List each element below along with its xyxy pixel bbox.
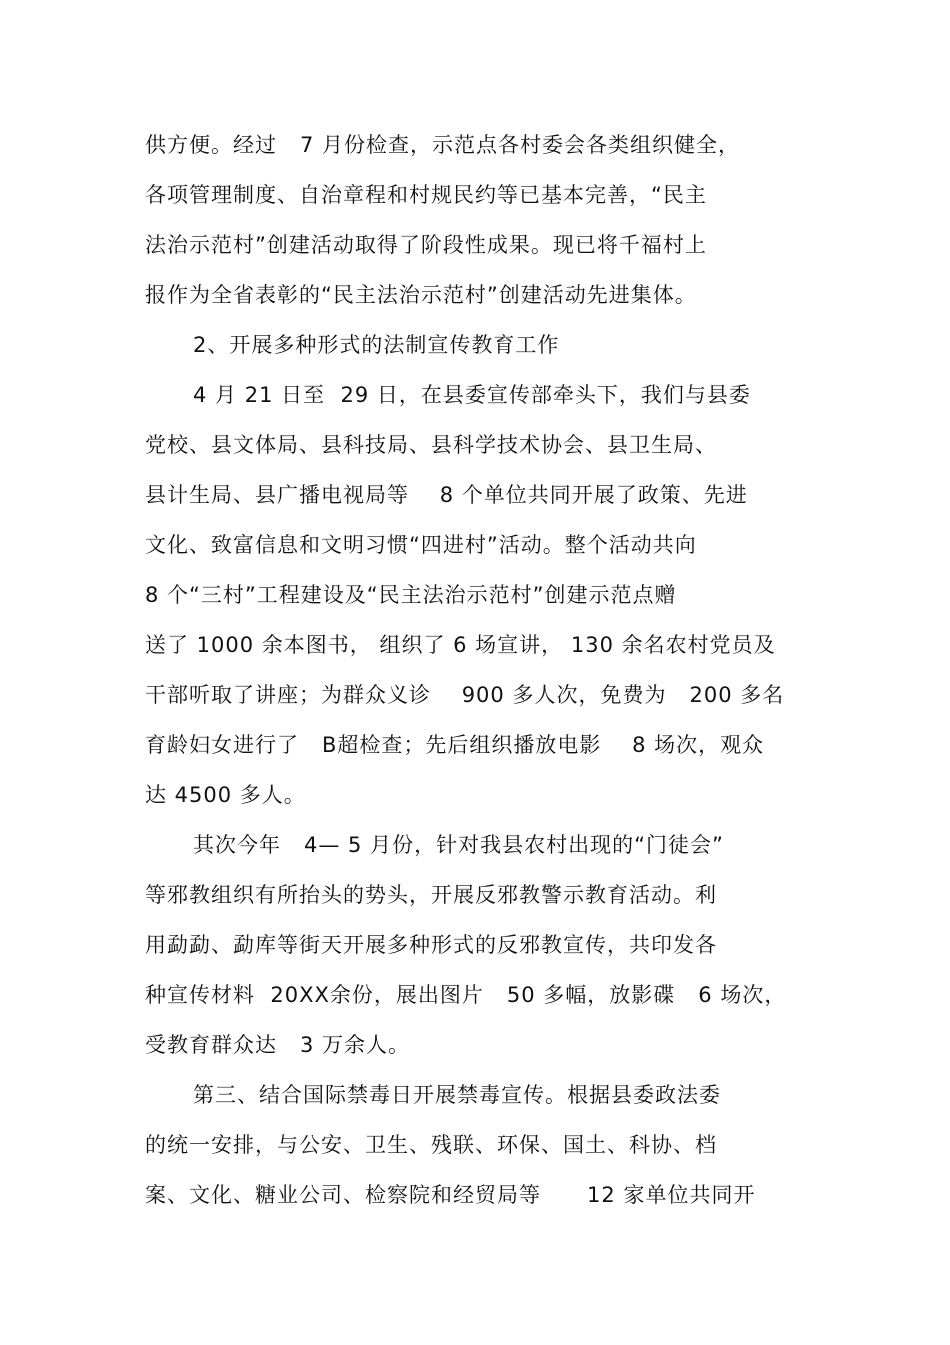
text-line: 供方便。经过 7 月份检查，示范点各村委会各类组织健全， bbox=[145, 133, 741, 157]
text-line: 文化、致富信息和文明习惯“四进村”活动。整个活动共向 bbox=[145, 533, 697, 557]
text-line: 的统一安排，与公安、卫生、残联、环保、国土、科协、档 bbox=[145, 1133, 717, 1157]
body-text bbox=[145, 120, 825, 1220]
text-line: 县计生局、县广播电视局等 8 个单位共同开展了政策、先进 bbox=[145, 483, 748, 507]
text-line: 8 个“三村”工程建设及“民主法治示范村”创建示范点赠 bbox=[145, 583, 677, 607]
text-line: 种宣传材料 20XX余份，展出图片 50 多幅，放影碟 6 场次， bbox=[145, 983, 787, 1007]
text-line: 用勐勐、勐库等街天开展多种形式的反邪教宣传，共印发各 bbox=[145, 933, 717, 957]
text-line: 各项管理制度、自治章程和村规民约等已基本完善，“民主 bbox=[145, 183, 707, 207]
text-line: 党校、县文体局、县科技局、县科学技术协会、县卫生局、 bbox=[145, 433, 717, 457]
text-line: 达 4500 多人。 bbox=[145, 783, 306, 807]
paragraph-start: 4 月 21 日至 29 日，在县委宣传部牵头下，我们与县委 bbox=[193, 383, 751, 407]
text-line: 受教育群众达 3 万余人。 bbox=[145, 1033, 411, 1057]
paragraph-start: 其次今年 4— 5 月份，针对我县农村出现的“门徒会” bbox=[193, 833, 724, 857]
text-line: 育龄妇女进行了 B超检查；先后组织播放电影 8 场次，观众 bbox=[145, 733, 765, 757]
text-line: 送了 1000 余本图书， 组织了 6 场宣讲， 130 余名农村党员及 bbox=[145, 633, 776, 657]
text-line: 报作为全省表彰的“民主法治示范村”创建活动先进集体。 bbox=[145, 283, 697, 307]
paragraph-start: 第三、结合国际禁毒日开展禁毒宣传。根据县委政法委 bbox=[193, 1083, 721, 1107]
text-line: 等邪教组织有所抬头的势头，开展反邪教警示教育活动。利 bbox=[145, 883, 717, 907]
text-line: 案、文化、糖业公司、检察院和经贸局等 12 家单位共同开 bbox=[145, 1183, 756, 1207]
text-line: 法治示范村”创建活动取得了阶段性成果。现已将千福村上 bbox=[145, 233, 707, 257]
section-heading: 2、开展多种形式的法制宣传教育工作 bbox=[193, 333, 560, 357]
text-line: 干部听取了讲座；为群众义诊 900 多人次，免费为 200 多名 bbox=[145, 683, 785, 707]
